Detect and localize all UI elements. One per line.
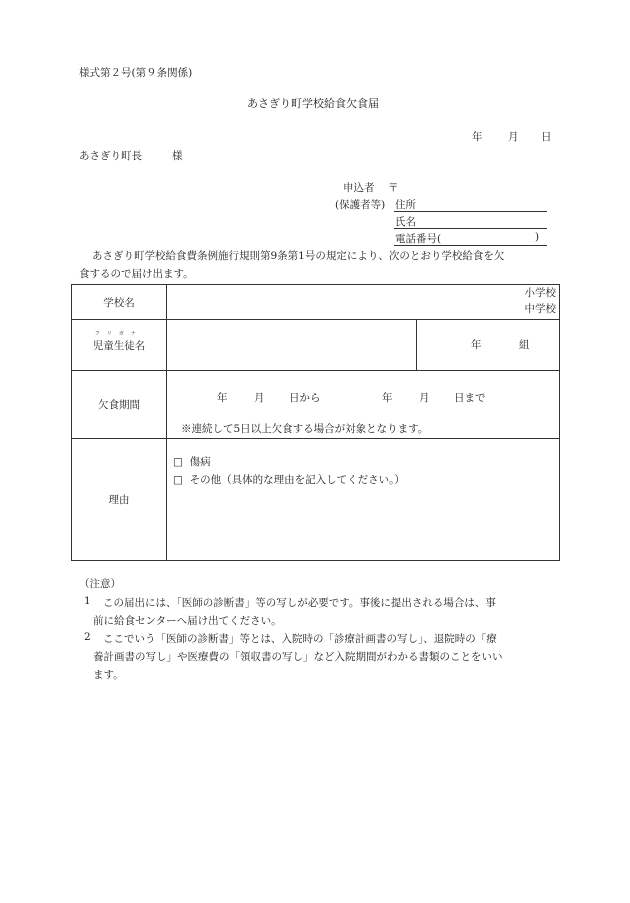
phone-label: 電話番号( bbox=[395, 233, 442, 245]
document-title: あさぎり町学校給食欠食届 bbox=[247, 97, 379, 110]
addressee-honorific: 様 bbox=[172, 150, 183, 162]
note-2-line-1: ここでいう「医師の診断書」等とは、入院時の「診療計画書の写し」、退院時の「療 bbox=[103, 633, 497, 645]
form-reference: 様式第２号(第９条関係) bbox=[79, 67, 193, 79]
note-2-line-2: 養計画書の写し」や医療費の「領収書の写し」など入院期間がわかる書類のことをいい bbox=[93, 651, 503, 663]
absence-form-table bbox=[71, 284, 560, 561]
period-label: 欠食期間 bbox=[72, 371, 167, 439]
school-elementary-label: 小学校 bbox=[524, 287, 556, 299]
note-1-number: 1 bbox=[84, 595, 91, 607]
address-label: 住所 bbox=[395, 199, 416, 211]
reason-label: 理由 bbox=[72, 439, 167, 561]
school-label: 学校名 bbox=[72, 285, 167, 320]
student-label: 児童生徒名 bbox=[92, 339, 146, 352]
reason-option-other[interactable] bbox=[173, 472, 405, 487]
student-row bbox=[72, 320, 560, 371]
period-from-day: 日から bbox=[289, 392, 321, 404]
period-from-year: 年 bbox=[217, 392, 228, 404]
phone-close-paren: ) bbox=[535, 231, 540, 243]
name-label: 氏名 bbox=[395, 216, 416, 228]
school-field[interactable] bbox=[167, 285, 560, 320]
furigana-na: ナ bbox=[130, 330, 136, 337]
period-from-month: 月 bbox=[254, 392, 265, 404]
addressee-name: あさぎり町長 bbox=[79, 150, 142, 162]
period-to-month: 月 bbox=[419, 392, 430, 404]
student-label-cell bbox=[72, 320, 167, 371]
postal-mark: 〒 bbox=[388, 182, 399, 194]
checkbox-injury[interactable]: □ bbox=[173, 456, 183, 468]
reason-other-label: その他（具体的な理由を記入してください。） bbox=[189, 474, 405, 486]
furigana-ga: ガ bbox=[118, 330, 124, 337]
reason-option-injury[interactable] bbox=[173, 454, 211, 469]
reason-field[interactable] bbox=[167, 439, 560, 561]
note-1-line-2: 前に給食センターへ届け出てください。 bbox=[93, 615, 282, 627]
name-field[interactable] bbox=[394, 228, 547, 229]
address-field[interactable] bbox=[394, 211, 547, 212]
note-1-line-1: この届出には、「医師の診断書」等の写しが必要です。事後に提出される場合は、事 bbox=[103, 597, 496, 609]
period-field[interactable] bbox=[167, 371, 560, 439]
date-month-label: 月 bbox=[508, 131, 519, 143]
reason-injury-label: 傷病 bbox=[189, 456, 211, 468]
phone-field[interactable] bbox=[394, 245, 547, 246]
note-2-number: 2 bbox=[84, 631, 91, 643]
grade-class-label: 組 bbox=[519, 339, 530, 351]
period-to-day: 日まで bbox=[454, 392, 486, 404]
guardian-label: (保護者等) bbox=[335, 199, 386, 211]
school-row bbox=[72, 285, 560, 320]
checkbox-other[interactable]: □ bbox=[173, 474, 183, 486]
date-day-label: 日 bbox=[541, 131, 552, 143]
intro-line-1: あさぎり町学校給食費条例施行規則第9条第1号の規定により、次のとおり学校給食を欠 bbox=[92, 250, 505, 262]
intro-line-2: 食するので届け出ます。 bbox=[79, 268, 194, 280]
student-name-field[interactable] bbox=[167, 320, 417, 371]
period-note: ※連続して5日以上欠食する場合が対象となります。 bbox=[181, 423, 429, 435]
period-row bbox=[72, 371, 560, 439]
furigana-fu: フ bbox=[94, 330, 100, 337]
applicant-label: 申込者 bbox=[343, 182, 375, 194]
student-label-ruby bbox=[92, 330, 146, 353]
grade-year-label: 年 bbox=[471, 339, 482, 351]
date-year-label: 年 bbox=[472, 131, 483, 143]
reason-row bbox=[72, 439, 560, 561]
school-junior-label: 中学校 bbox=[524, 303, 556, 315]
note-2-line-3: ます。 bbox=[93, 669, 124, 681]
notes-heading: （注意） bbox=[79, 578, 121, 590]
grade-field[interactable] bbox=[417, 320, 560, 371]
furigana-ri: リ bbox=[106, 330, 112, 337]
period-to-year: 年 bbox=[382, 392, 393, 404]
